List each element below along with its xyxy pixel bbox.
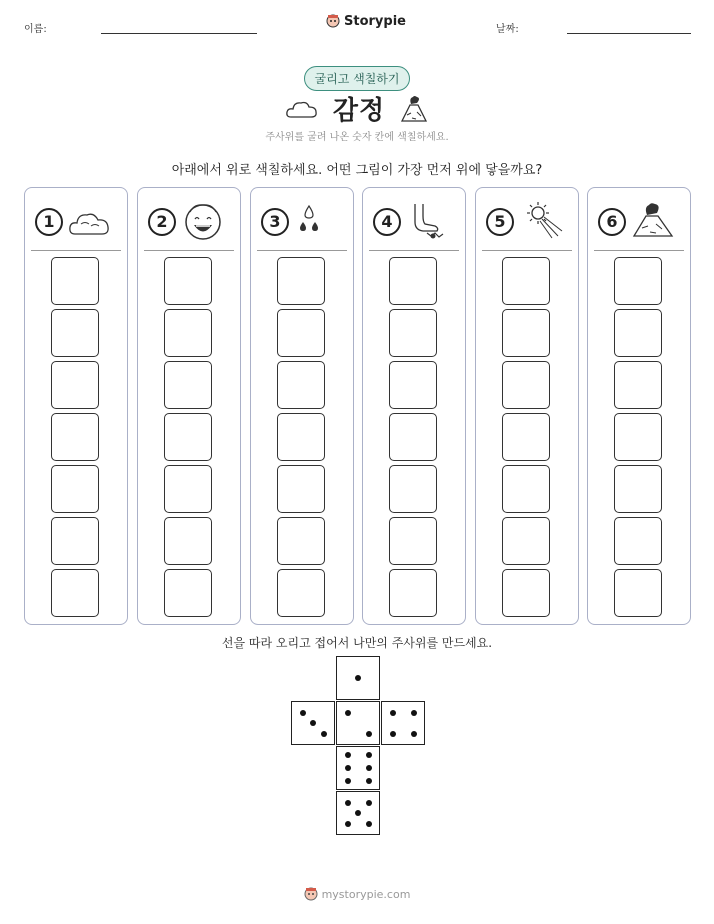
color-box[interactable] xyxy=(614,257,662,305)
column-header xyxy=(138,188,240,250)
die-pip xyxy=(366,821,372,827)
column-5 xyxy=(475,187,579,625)
die-face xyxy=(336,701,380,745)
die-face xyxy=(336,656,380,700)
color-box[interactable] xyxy=(164,413,212,461)
column-divider xyxy=(369,250,459,251)
column-number: 2 xyxy=(148,208,176,236)
color-box[interactable] xyxy=(389,413,437,461)
die-pip xyxy=(390,731,396,737)
subtitle: 주사위를 굴려 나온 숫자 칸에 색칠하세요. xyxy=(265,132,449,143)
die-pip xyxy=(345,778,351,784)
die-pip xyxy=(321,731,327,737)
stomping-foot-icon xyxy=(405,200,451,240)
die-pip xyxy=(390,710,396,716)
color-box[interactable] xyxy=(164,361,212,409)
color-box[interactable] xyxy=(277,257,325,305)
color-box[interactable] xyxy=(502,465,550,513)
column-number: 4 xyxy=(373,208,401,236)
die-pip xyxy=(366,778,372,784)
color-box[interactable] xyxy=(51,517,99,565)
column-2 xyxy=(137,187,241,625)
column-number: 6 xyxy=(598,208,626,236)
title-row xyxy=(0,90,714,127)
dice-instruction: 선을 따라 오리고 접어서 나만의 주사위를 만드세요. xyxy=(221,636,493,650)
color-box[interactable] xyxy=(389,361,437,409)
name-field-line[interactable] xyxy=(101,33,257,34)
footer xyxy=(304,886,411,902)
instruction-text: 아래에서 위로 색칠하세요. 어떤 그림이 가장 먼저 위에 닿을까요? xyxy=(171,163,543,178)
die-pip xyxy=(411,710,417,716)
color-box[interactable] xyxy=(614,465,662,513)
color-box[interactable] xyxy=(389,569,437,617)
column-divider xyxy=(31,250,121,251)
brand-logo xyxy=(326,13,406,29)
storypie-mascot-icon xyxy=(326,13,340,29)
column-number: 3 xyxy=(261,208,289,236)
die-pip xyxy=(300,710,306,716)
color-box[interactable] xyxy=(51,569,99,617)
die-face xyxy=(291,701,335,745)
die-pip xyxy=(411,731,417,737)
die-pip xyxy=(366,731,372,737)
color-box[interactable] xyxy=(502,569,550,617)
column-6 xyxy=(587,187,691,625)
volcano-icon xyxy=(399,95,429,123)
column-header xyxy=(251,188,353,250)
die-pip xyxy=(345,800,351,806)
color-box[interactable] xyxy=(277,517,325,565)
color-box[interactable] xyxy=(389,517,437,565)
color-box[interactable] xyxy=(277,569,325,617)
column-1 xyxy=(24,187,128,625)
die-face xyxy=(381,701,425,745)
cloud-icon xyxy=(67,200,113,240)
date-label: 날짜: xyxy=(496,24,519,35)
color-box[interactable] xyxy=(389,465,437,513)
column-number: 5 xyxy=(486,208,514,236)
die-pip xyxy=(366,752,372,758)
color-box[interactable] xyxy=(502,517,550,565)
die-face xyxy=(336,746,380,790)
color-box[interactable] xyxy=(389,257,437,305)
column-header xyxy=(588,188,690,250)
die-pip xyxy=(355,810,361,816)
activity-pill: 굴리고 색칠하기 xyxy=(304,66,411,91)
color-box[interactable] xyxy=(51,257,99,305)
color-box[interactable] xyxy=(277,309,325,357)
column-divider xyxy=(144,250,234,251)
name-label: 이름: xyxy=(24,24,47,35)
color-box[interactable] xyxy=(51,413,99,461)
color-box[interactable] xyxy=(502,413,550,461)
color-box[interactable] xyxy=(164,569,212,617)
column-header xyxy=(476,188,578,250)
color-box[interactable] xyxy=(277,465,325,513)
color-box[interactable] xyxy=(51,465,99,513)
brand-name: Storypie xyxy=(344,13,406,29)
color-box[interactable] xyxy=(614,361,662,409)
water-drops-icon xyxy=(293,200,339,240)
color-box[interactable] xyxy=(164,517,212,565)
die-pip xyxy=(345,821,351,827)
column-divider xyxy=(594,250,684,251)
date-field-line[interactable] xyxy=(567,33,691,34)
cloud-icon xyxy=(285,98,319,120)
storypie-mascot-icon xyxy=(304,886,318,902)
die-face xyxy=(336,791,380,835)
color-box[interactable] xyxy=(614,413,662,461)
color-box[interactable] xyxy=(614,309,662,357)
color-box[interactable] xyxy=(164,257,212,305)
footer-url[interactable]: mystorypie.com xyxy=(321,887,411,901)
sun-icon xyxy=(518,200,564,240)
color-box[interactable] xyxy=(502,361,550,409)
color-box[interactable] xyxy=(164,309,212,357)
die-pip xyxy=(355,675,361,681)
color-box[interactable] xyxy=(51,309,99,357)
column-4 xyxy=(362,187,466,625)
color-box[interactable] xyxy=(502,257,550,305)
column-header xyxy=(25,188,127,250)
die-pip xyxy=(345,752,351,758)
page-title: 감정 xyxy=(332,96,386,126)
column-divider xyxy=(482,250,572,251)
die-pip xyxy=(310,720,316,726)
color-box[interactable] xyxy=(51,361,99,409)
column-number: 1 xyxy=(35,208,63,236)
color-box[interactable] xyxy=(614,517,662,565)
volcano-icon xyxy=(630,200,676,240)
laughing-face-icon xyxy=(180,200,226,240)
color-box[interactable] xyxy=(502,309,550,357)
color-box[interactable] xyxy=(614,569,662,617)
color-box[interactable] xyxy=(389,309,437,357)
column-header xyxy=(363,188,465,250)
column-divider xyxy=(257,250,347,251)
color-box[interactable] xyxy=(277,361,325,409)
color-box[interactable] xyxy=(164,465,212,513)
die-pip xyxy=(366,765,372,771)
die-pip xyxy=(366,800,372,806)
die-pip xyxy=(345,765,351,771)
color-box[interactable] xyxy=(277,413,325,461)
column-3 xyxy=(250,187,354,625)
die-pip xyxy=(345,710,351,716)
